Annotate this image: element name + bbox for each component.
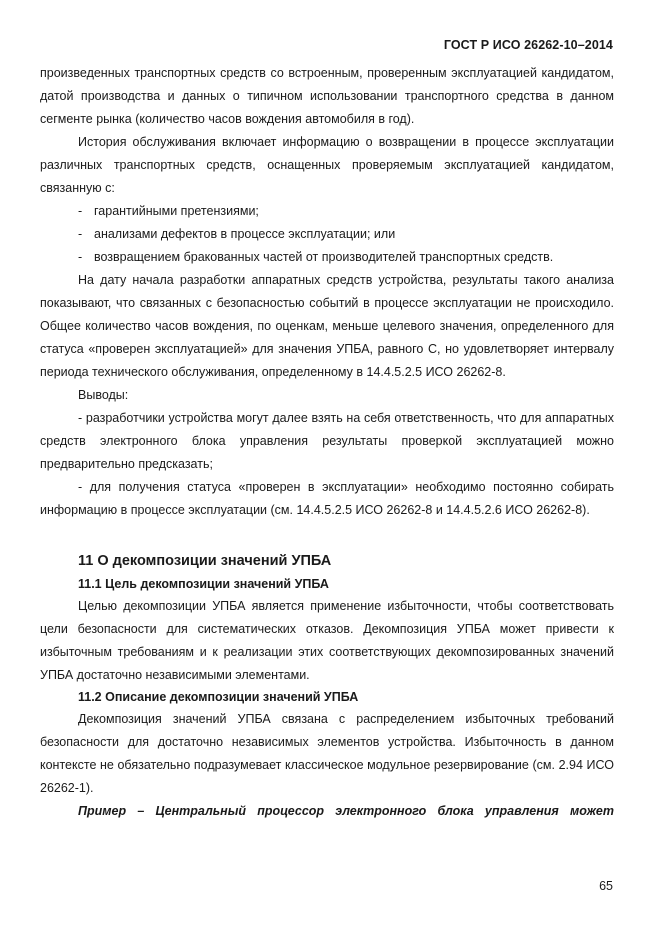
- conclusion-item: - для получения статуса «проверен в эксплуатации» необходимо постоянно собирать информацию в процессе эксплуатации (см. 14.4.5.2.5 ИСО 26262-8 и 14.4.5.2.6 ИСО 26262-8).: [40, 480, 614, 517]
- paragraph-continuation: произведенных транспортных средств со встроенным, проверенным эксплуатацией кандидатом, датой производства и данных о типичном использовании транспортного средства в данном сегменте рынка (количество часов вождения автомобиля в год).: [40, 66, 614, 126]
- conclusion-item: - разработчики устройства могут далее взять на себя ответственность, что для аппаратных средств электронного блока управления результаты проверкой эксплуатацией можно предварительно предсказать;: [40, 411, 614, 471]
- list-item-text: анализами дефектов в процессе эксплуатации; или: [94, 227, 396, 241]
- subsection-heading: 11.2 Описание декомпозиции значений УПБА: [78, 690, 359, 704]
- paragraph-service-history: История обслуживания включает информацию о возвращении в процессе эксплуатации различных транспортных средств, оснащенных проверяемым эксплуатацией кандидатом, связанную с:: [40, 135, 614, 195]
- list-item-text: возвращением бракованных частей от производителей транспортных средств.: [94, 250, 554, 264]
- list-item: - анализами дефектов в процессе эксплуатации; или: [78, 227, 396, 241]
- page-number: 65: [599, 879, 613, 893]
- list-item-text: гарантийными претензиями;: [94, 204, 259, 218]
- standard-header: ГОСТ Р ИСО 26262-10–2014: [443, 38, 613, 52]
- page-content: [40, 62, 614, 823]
- example-text: Пример – Центральный процессор электронного блока управления может: [78, 804, 614, 818]
- paragraph-decomposition-description: Декомпозиция значений УПБА связана с распределением избыточных требований безопасности для достаточно независимых элементов устройства. Избыточность в данном контексте не обязательно подразумевает классическое модульное резервирование (см. 2.94 ИСО 26262-1).: [40, 712, 614, 795]
- paragraph-decomposition-goal: Целью декомпозиции УПБА является применение избыточности, чтобы соответствовать цели безопасности для систематических отказов. Декомпозиция УПБА может привести к избыточным требованиям и к реализации этих соответствующих декомпозированных значений УПБА достаточно независимыми элементами.: [40, 599, 614, 682]
- list-item: - гарантийными претензиями;: [78, 204, 259, 218]
- conclusions-label: Выводы:: [78, 388, 129, 402]
- subsection-heading: 11.1 Цель декомпозиции значений УПБА: [78, 577, 329, 591]
- paragraph-analysis: На дату начала разработки аппаратных средств устройства, результаты такого анализа показывают, что связанных с безопасностью событий в процессе эксплуатации не происходило. Общее количество часов вождения, по оценкам, меньше целевого значения, определенного для статуса «проверен эксплуатацией» для значения УПБА, равного С, но удовлетворяет интервалу периода технического обслуживания, определенному в 14.4.5.2.5 ИСО 26262-8.: [40, 273, 614, 379]
- list-item: - возвращением бракованных частей от производителей транспортных средств.: [78, 250, 554, 264]
- section-heading: 11 О декомпозиции значений УПБА: [78, 553, 332, 569]
